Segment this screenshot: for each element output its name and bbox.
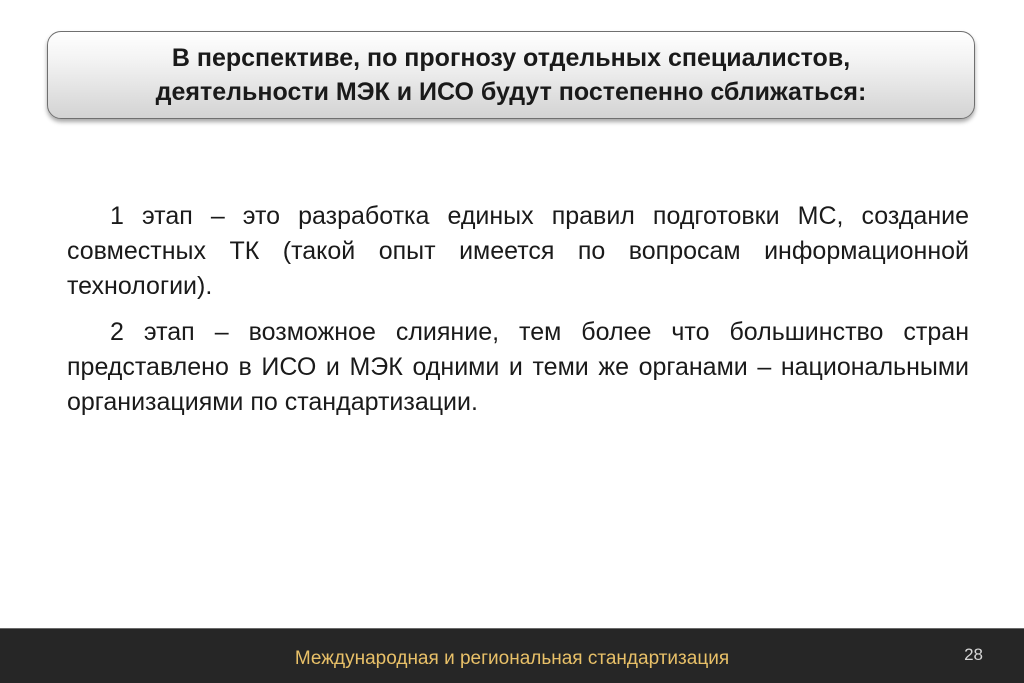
slide-title-line-2: деятельности МЭК и ИСО будут постепенно сближаться: [155, 78, 867, 106]
slide-footer [0, 628, 1024, 683]
footer-caption: Международная и региональная стандартизация [294, 648, 730, 669]
slide-body [67, 199, 969, 431]
slide-title-box [47, 31, 975, 119]
paragraph-stage-1: 1 этап – это разработка единых правил подготовки МС, создание совместных ТК (такой опыт имеется по вопросам информационной технологии). [67, 202, 969, 300]
paragraph-stage-2: 2 этап – возможное слияние, тем более что большинство стран представлено в ИСО и МЭК одними и теми же органами – национальными организациями по стандартизации. [67, 318, 969, 416]
slide-title-line-1: В перспективе, по прогнозу отдельных специалистов, [171, 44, 851, 72]
page-number: 28 [964, 645, 983, 664]
